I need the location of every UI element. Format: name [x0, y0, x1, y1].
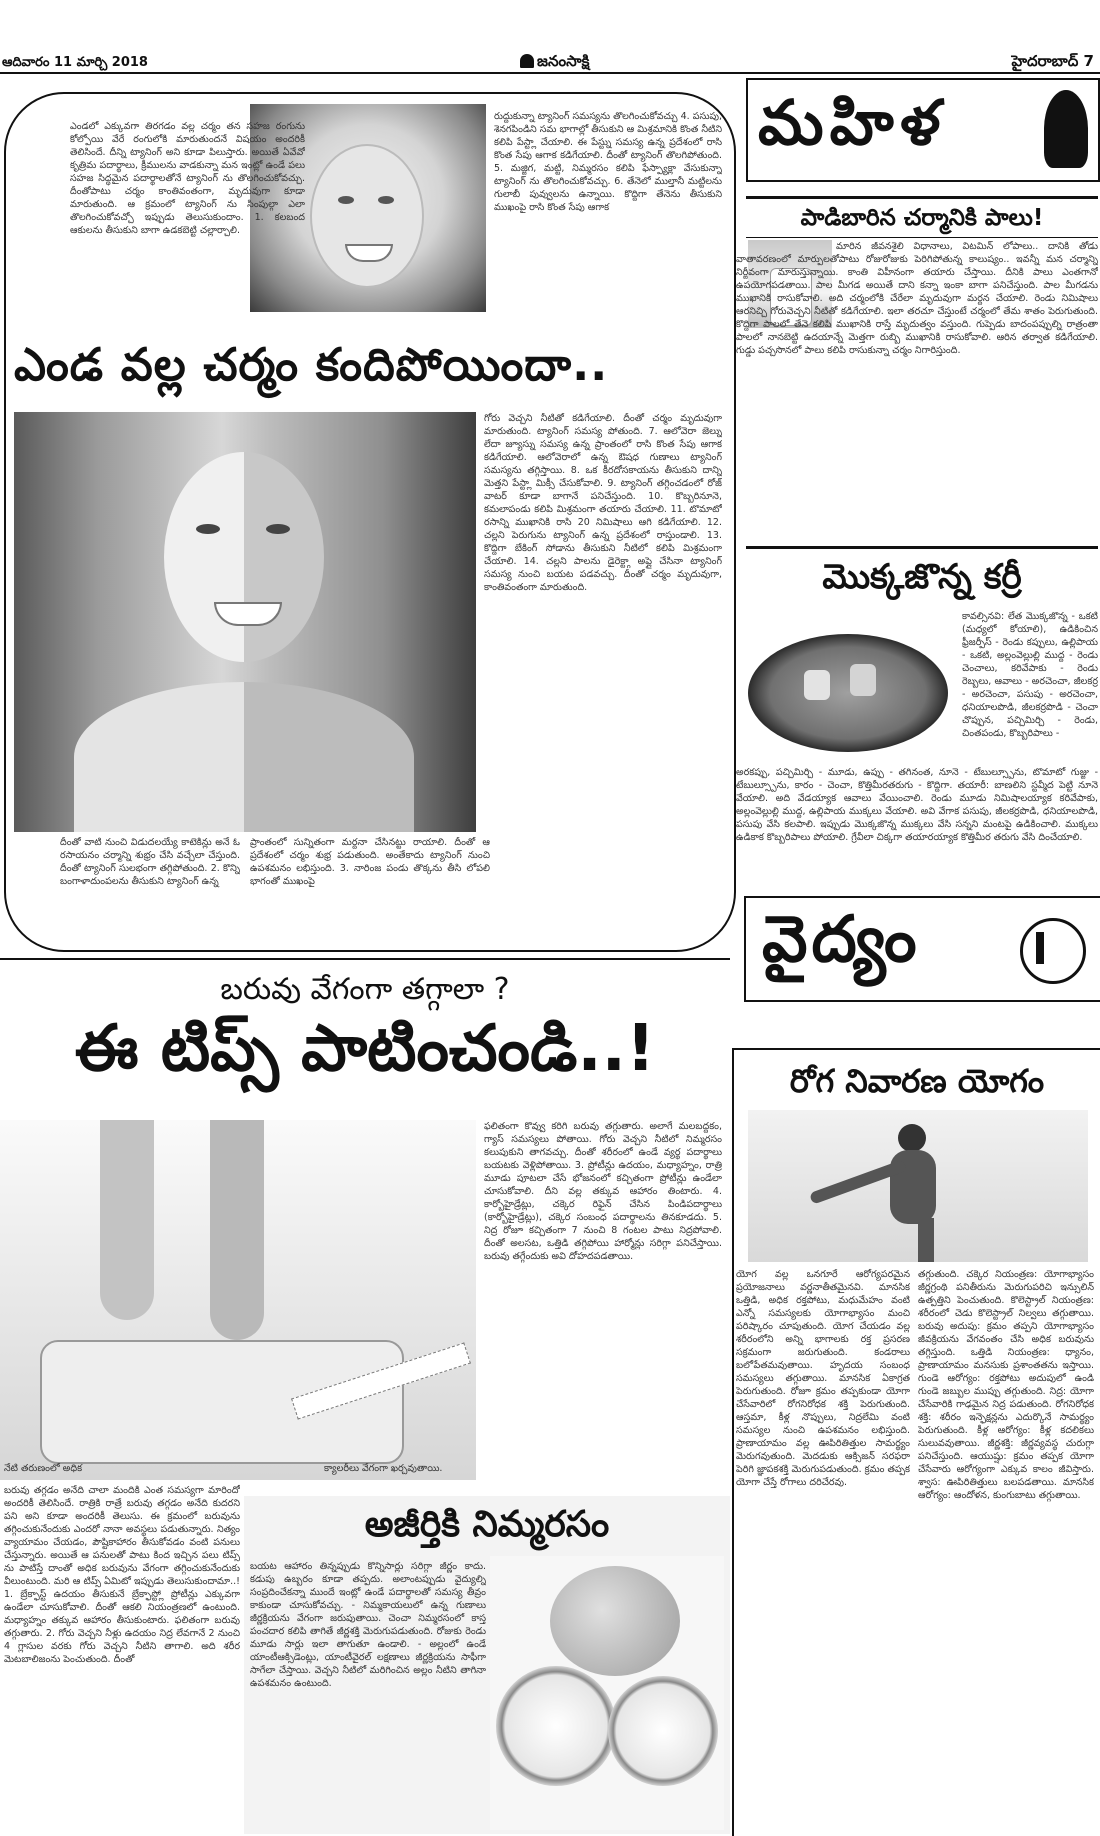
- sun-body-mid-right: గోరు వెచ్చని నీటితో కడిగేయాలి. దీంతో చర్మం మృదువుగా మారుతుంది. ట్యానింగ్ సమస్య పోతుంది. 7. ఆలోవెరా జెల్ను లేదా జ్యూస్ను సమస్య ఉన్న ప్రాంతంలో రాసి కొంత సేపు ఆగాక కడిగేయాలి. ఆలోవెరాలో ఉన్న ఔషధ గుణాలు ట్యానింగ్ సమస్యను తగ్గిస్తాయి. 8. ఒక కీరదోసకాయను తీసుకుని దాన్ని మెత్తని పేస్ట్లా మిక్సీ చేసుకోవాలి. 9. ట్యానింగ్ తగ్గించడంలో రోజ్ వాటర్ కూడా బాగానే పనిచేస్తుంది. 10. కొబ్బరినూనె, కమలాపండు కలిపి మిశ్రమంగా తయారు చేయాలి. 11. టొమాటో రసాన్ని ముఖానికి రాసి 20 నిమిషాలు ఆగి కడిగేయాలి. 12. చల్లని పెరుగును ట్యానింగ్ ఉన్న ప్రదేశంలో రాస్తుండాలి. 13. కొద్దిగా బేకింగ్ సోడాను తీసుకుని నీటిలో కలిపి మిశ్రమంగా చేయాలి. 14. చల్లని పాలను డైరెక్ట్గా అప్లై చేసినా ట్యానింగ్ సమస్య నుంచి బయట పడవచ్చు. దీంతో చర్మం మృదువుగా, కాంతివంతంగా మారుతుంది.: [484, 413, 722, 593]
- weight-caption-left: నేటి తరుణంలో అధిక: [4, 1463, 83, 1474]
- sun-body-top-left: ఎండలో ఎక్కువగా తిరగడం వల్ల చర్మం తన సహజ రంగును కోల్పోయి వేరే రంగులోకి మారుతుందనే విషయం అందరికీ తెలిసిందే. దీన్ని ట్యానింగ్ అని కూడా పిలుస్తారు. అయితే ఏవేవో కృత్రిమ పదార్థాలు, క్రీములను వాడకున్నా మన ఇంట్లో ఉండే పలు సహజ సిద్ధమైన పదార్థాలతోనే ట్యానింగ్ ను తొలగించుకోవచ్చు. దీంతోపాటు చర్మం కాంతివంతంగా, మృదువుగా కూడా మారుతుంది. ఆ క్రమంలో ట్యానింగ్ ను సింపుల్గా ఎలా తొలగించుకోవచ్చో ఇప్పుడు తెలుసుకుందాం. 1. కలబంద ఆకులను తీసుకుని బాగా ఉడకబెట్టి చల్లార్చాలి.: [70, 121, 305, 236]
- sun-headline: ఎండ వల్ల చర్మం కందిపోయిందా..: [14, 338, 609, 391]
- yoga-headline: రోగ నివారణ యోగం: [789, 1062, 1045, 1100]
- weight-kicker: బరువు వేగంగా తగ్గాలా ?: [220, 972, 510, 1007]
- woman-silhouette-icon: [1044, 90, 1088, 168]
- mahila-banner: [746, 78, 1100, 182]
- sun-body-bottom-b: ప్రాంతంలో సున్నితంగా మర్దనా చేసినట్టు రాయాలి. దీంతో ఆ ప్రదేశంలో చర్మం శుభ్ర పడుతుంది. అంతేకాదు ట్యానింగ్ నుంచి ఉపశమనం లభిస్తుంది. 3. నారింజ పండు తొక్కను తీసి లోపలి భాగంతో ముఖంపై: [250, 837, 490, 887]
- masthead-rule: [0, 72, 1100, 74]
- weight-headline: ఈ టిప్స్ పాటించండి..!: [74, 1012, 656, 1086]
- corn-curry-photo: [740, 610, 960, 760]
- vaidyam-banner-title: వైద్యం: [762, 902, 921, 977]
- lemon-photo: [490, 1556, 724, 1830]
- sun-body-bottom-a: దీంతో వాటి నుంచి విడుదలయ్యే కాటెకిన్లు అనే ఓ రసాయనం చర్మాన్ని శుభ్రం చేసి వచ్చేలా చేస్తుంది. దీంతో ట్యానింగ్ సులభంగా తగ్గిపోతుంది. 2. కొన్ని బంగాళాదుంపలను తీసుకుని ట్యానింగ్ ఉన్న: [60, 837, 240, 887]
- milk-body: మారిన జీవనశైలి విధానాలు, విటమిన్ లోపాలు.. దానికి తోడు వాతావరణంలో మార్పులతోపాటు రోజురోజుకు పెరిగిపోతున్న కాలుష్యం.. ఇవన్నీ మన చర్మాన్ని నిర్జీవంగా మారుస్తున్నాయి. కాంతి విహీనంగా తయారు చేస్తాయి. దీనికి పాలు ఎంతగానో ఉపయోగపడతాయి. పాల మీగడ అయితే దాని కన్నా ఇంకా బాగా పనిచేస్తుంది. పాల మీగడను ముఖానికి రాసుకోవాలి. అది చర్మంలోకి చేరేలా మృదువుగా మర్దన చేయాలి. రెండు నిమిషాలు ఆరనిచ్చి గోరువెచ్చని నీటితో కడిగేయాలి. ఇలా తరచూ చేస్తుంటే చర్మంలో తేమ శాతం పెరుగుతుంది. కొద్దిగా పాలలో తేనె కలిపి ముఖానికి రాస్తే మృదుత్వం వస్తుంది. గుప్పెడు బాదంపప్పుల్ని రాత్రంతా పాలలో నానబెట్టి ఉదయాన్నే మెత్తగా రుబ్బి ముఖానికి రాసుకోవాలి. ఆరిన తర్వాత కడిగేయాలి. గుడ్డు పచ్చసొనలో పాలు కలిపి రాసుకున్నా చర్మం నిగారిస్తుంది.: [736, 241, 1098, 356]
- half-tanned-face-photo: [14, 412, 476, 832]
- mahila-banner-title: మహిళ: [758, 86, 947, 159]
- curry-body: అరకప్పు, పచ్చిమిర్చి - మూడు, ఉప్పు - తగినంత, నూనె - టేబుల్స్పూను, టొమాటో గుజ్జు - టేబుల్స్పూను, కారం - చెంచా, కొత్తిమీరతరుగు - కొద్దిగా. తయారీ: బాణలిని స్టవ్మీద పెట్టి నూనె వేయాలి. అది వేడయ్యాక ఆవాలు వేయించాలి. రెండు మూడు నిమిషాలయ్యాక కరివేపాకు, అల్లంవెల్లుల్లి ముద్ద, ఉల్లిపాయ ముక్కలు వేయాలి. అవి వేగాక పసుపు, జీలకర్రపొడి, ధనియాలపొడి, పసుపు వేసి కలపాలి. ఇప్పుడు మొక్కజొన్న ముక్కలు వేసి సన్నని మంటపై ఉడికించాలి. ముక్కలు ఉడికాక కొబ్బరిపాలు పోయాలి. గ్రేవీలా చిక్కగా తయారయ్యాక కొత్తిమీర తరుగు వేసి దించేయాలి.: [736, 767, 1098, 843]
- yoga-col-left: యోగ వల్ల ఒనగూరే ఆరోగ్యపరమైన ప్రయోజనాలు వర్ణనాతీతమైనవి. మానసిక ఒత్తిడి, అధిక రక్తపోటు, మధుమేహం వంటి ఎన్నో సమస్యలకు యోగాభ్యాసం మంచి పరిష్కారం చూపుతుంది. యోగ చేయడం వల్ల శరీరంలోని అన్ని భాగాలకు రక్త ప్రసరణ సక్రమంగా జరుగుతుంది. కండరాలు బలోపేతమవుతాయి. హృదయ సంబంధ సమస్యలు తగ్గుతాయి. మానసిక ఏకాగ్రత పెరుగుతుంది. రోజూ క్రమం తప్పకుండా యోగా చేసేవారిలో రోగనిరోధక శక్తి పెరుగుతుంది. ఆస్తమా, కీళ్ల నొప్పులు, నిద్రలేమి వంటి సమస్యల నుంచి ఉపశమనం లభిస్తుంది. ప్రాణాయామం వల్ల ఊపిరితిత్తుల సామర్థ్యం మెరుగవుతుంది. మెదడుకు ఆక్సిజన్ సరఫరా పెరిగి జ్ఞాపకశక్తి మెరుగుపడుతుంది. క్రమం తప్పక యోగా చేస్తే రోగాలు దరిచేరవు.: [736, 1269, 910, 1488]
- masthead: [0, 0, 1100, 70]
- lemon-headline: అజీర్తికి నిమ్మరసం: [364, 1504, 610, 1545]
- logo-flame-icon: [520, 54, 534, 68]
- vaidyam-banner: [744, 896, 1100, 1002]
- newspaper-logo: [520, 52, 589, 74]
- weight-top-rule: [0, 958, 730, 960]
- issue-date: ఆదివారం 11 మార్చి 2018: [2, 55, 148, 70]
- milk-headline-text: పాడిబారిన చర్మానికి పాలు!: [800, 205, 1044, 231]
- page-city-number: హైదరాబాద్ 7: [1011, 52, 1094, 70]
- weight-left-col: బరువు తగ్గడం అనేది చాలా మందికి ఎంత సమస్యగా మారిందో అందరికీ తెలిసిందే. రాత్రికి రాత్రే బరువు తగ్గడం అనేది కుదరని పని అని కూడా అందరికీ తెలుసు. ఈ క్రమంలో బరువును తగ్గించుకునేందుకు ఎందరో నానా అవస్థలు పడుతున్నారు. నిత్యం వ్యాయామం చేయడం, పౌష్టికాహారం తీసుకోవడం వంటి పనులు చేస్తున్నారు. అయితే ఆ పనులతో పాటు కింద ఇచ్చిన పలు టిప్స్ ను పాటిస్తే దాంతో అధిక బరువును వేగంగా తగ్గించుకునేందుకు వీలుంటుంది. మరి ఆ టిప్స్ ఏమిటో ఇప్పుడు తెలుసుకుందామా..! 1. బ్రేక్ఫాస్ట్ ఉదయం తీసుకునే బ్రేక్ఫాస్ట్లో ప్రోటీన్లు ఎక్కువగా ఉండేలా చూసుకోవాలి. దీంతో ఆకలి నియంత్రణలో ఉంటుంది. మధ్యాహ్నం తక్కువ ఆహారం తీసుకుంటారు. ఫలితంగా బరువు తగ్గుతారు. 2. గోరు వెచ్చని నీళ్లు ఉదయం నిద్ర లేవగానే 2 నుంచి 4 గ్లాసుల వరకు గోరు వెచ్చని నీటిని తాగాలి. అది శరీర మెటబాలిజంను పెంచుతుంది. దీంతో: [4, 1485, 240, 1665]
- yoga-col-right: తగ్గుతుంది. చక్కెర నియంత్రణ: యోగాభ్యాసం జీర్ణగ్రంథి పనితీరును మెరుగుపరిచి ఇన్సులిన్ ఉత్పత్తిని పెంచుతుంది. కొలెస్ట్రాల్ నియంత్రణ: శరీరంలో చెడు కొలెస్ట్రాల్ నిల్వలు తగ్గుతాయి. బరువు అదుపు: క్రమం తప్పని యోగాభ్యాసం జీవక్రియను వేగవంతం చేసి అధిక బరువును తగ్గిస్తుంది. ఒత్తిడి నియంత్రణ: ధ్యానం, ప్రాణాయామం మనసుకు ప్రశాంతతను ఇస్తాయి. గుండె ఆరోగ్యం: రక్తపోటు అదుపులో ఉండి గుండె జబ్బుల ముప్పు తగ్గుతుంది. నిద్ర: యోగా చేసేవారికి గాఢమైన నిద్ర పడుతుంది. రోగనిరోధక శక్తి: శరీరం ఇన్ఫెక్షన్లను ఎదుర్కొనే సామర్థ్యం పెరుగుతుంది. కీళ్ల ఆరోగ్యం: కీళ్ల కదలికలు సులువవుతాయి. జీర్ణశక్తి: జీర్ణవ్యవస్థ చురుగ్గా పనిచేస్తుంది. ఆయుష్షు: క్రమం తప్పక యోగా చేసేవారు ఆరోగ్యంగా ఎక్కువ కాలం జీవిస్తారు. శ్వాస: ఊపిరితిత్తులు బలపడతాయి. మానసిక ఆరోగ్యం: ఆందోళన, కుంగుబాటు తగ్గుతాయి.: [918, 1269, 1094, 1501]
- weight-right-col: ఫలితంగా కొవ్వు కరిగి బరువు తగ్గుతారు. అలాగే మలబద్దకం, గ్యాస్ సమస్యలు పోతాయి. గోరు వెచ్చని నీటిలో నిమ్మరసం కలుపుకుని తాగవచ్చు. దీంతో శరీరంలో ఉండే వ్యర్థ పదార్థాలు బయటకు వెళ్లిపోతాయి. 3. ప్రోటీన్లు ఉదయం, మధ్యాహ్నం, రాత్రి మూడు పూటలా చేసే భోజనంలో కచ్చితంగా ప్రోటీన్లు ఉండేలా చూసుకోవాలి. దీని వల్ల తక్కువ ఆహారం తింటారు. 4. కార్బోహైడ్రేట్లు, చక్కెర రిఫైన్ చేసిన పిండిపదార్థాలు (కార్బోహైడ్రేట్లు), చక్కెర సంబంధ పదార్థాలను తినకూడదు. 5. నిద్ర రోజూ కచ్చితంగా 7 నుంచి 8 గంటల పాటు నిద్రపోవాలి. దీంతో అలసట, ఒత్తిడి తగ్గిపోయి హార్మోన్లు సరిగ్గా పనిచేస్తాయి. బరువు తగ్గేందుకు అవి దోహదపడతాయి.: [484, 1121, 722, 1262]
- curry-body-side: కావల్సినవి: లేత మొక్కజొన్న - ఒకటి (మధ్యలో కోయాలి), ఉడికించిన ఫ్రీజర్పీస్ - రెండు కప్పులు, ఉల్లిపాయ - ఒకటి, అల్లంవెల్లుల్లి ముద్ద - రెండు చెంచాలు, కరివేపాకు - రెండు రెబ్బలు, ఆవాలు - అరచెంచా, జీలకర్ర - అరచెంచా, పసుపు - అరచెంచా, ధనియాలపొడి, జీలకర్రపొడి - చెంచా చొప్పున, పచ్చిమిర్చి - రెండు, చింతపండు, కొబ్బరిపాలు -: [962, 611, 1098, 739]
- scale-feet-photo: [0, 1120, 476, 1480]
- lemon-body: బయట ఆహారం తిన్నప్పుడు కొన్నిసార్లు సరిగ్గా జీర్ణం కాదు. కడుపు ఉబ్బరం కూడా తప్పదు. అలాంటప్పుడు వైద్యుల్ని సంప్రదించేకన్నా ముందే ఇంట్లో ఉండే పదార్థాలతో సమస్య తీవ్రం కాకుండా చూసుకోవచ్చు. - నిమ్మకాయలులో ఉన్న గుణాలు జీర్ణక్రియను వేగంగా జరుపుతాయి. చెంచా నిమ్మరసంలో కాస్త పంచదార కలిపి తాగితే జీర్ణశక్తి మెరుగుపడుతుంది. రోజుకు రెండు మూడు సార్లు ఇలా తాగుతూ ఉండాలి. - అల్లంలో ఉండే యాంటీఆక్సిడెంట్లు, యాంటీవైరల్ లక్షణాలు జీర్ణక్రియను సాఫీగా సాగేలా చేస్తాయి. వెచ్చని నీటిలో మరిగించిన అల్లం నీటిని తాగినా ఉపశమనం ఉంటుంది.: [250, 1561, 486, 1689]
- weight-caption-right: క్యాలరీలు వేగంగా ఖర్చవుతాయి.: [324, 1463, 443, 1474]
- milk-headline: [746, 196, 1098, 238]
- medical-cross-icon: [1036, 932, 1066, 964]
- newspaper-name: జనంసాక్షి: [537, 52, 590, 70]
- curry-headline-text: మొక్కజొన్న కర్రీ: [822, 557, 1022, 597]
- yoga-pose-photo: [748, 1110, 1088, 1262]
- sun-body-top-right: రుద్దుకున్నా ట్యానింగ్ సమస్యను తొలగించుకోవచ్చు 4. పసుపు, శెనగపిండిని సమ భాగాల్లో తీసుకుని ఆ మిశ్రమానికి కొంత నీటిని కలిపి పేస్ట్లా చేయాలి. ఈ పేస్ట్ను సమస్య ఉన్న ప్రదేశంలో రాసి కొంత సేపు ఆగాక కడిగేయాలి. దీంతో ట్యానింగ్ తొలగిపోతుంది. 5. మజ్జిగ, మట్టి, నిమ్మరసం కలిపి ఫేస్ప్యాక్లా వేసుకున్నా ట్యానింగ్ ను తొలగించుకోవచ్చు. 6. తేనెలో ముల్తానీ మట్టిలను గులాబీ పువ్వులను ఉన్నాయి. కొద్దిగా తేనెను తీసుకుని ముఖంపై రాసి కొంత సేపు ఆగాక: [494, 111, 722, 213]
- curry-headline: [746, 546, 1098, 605]
